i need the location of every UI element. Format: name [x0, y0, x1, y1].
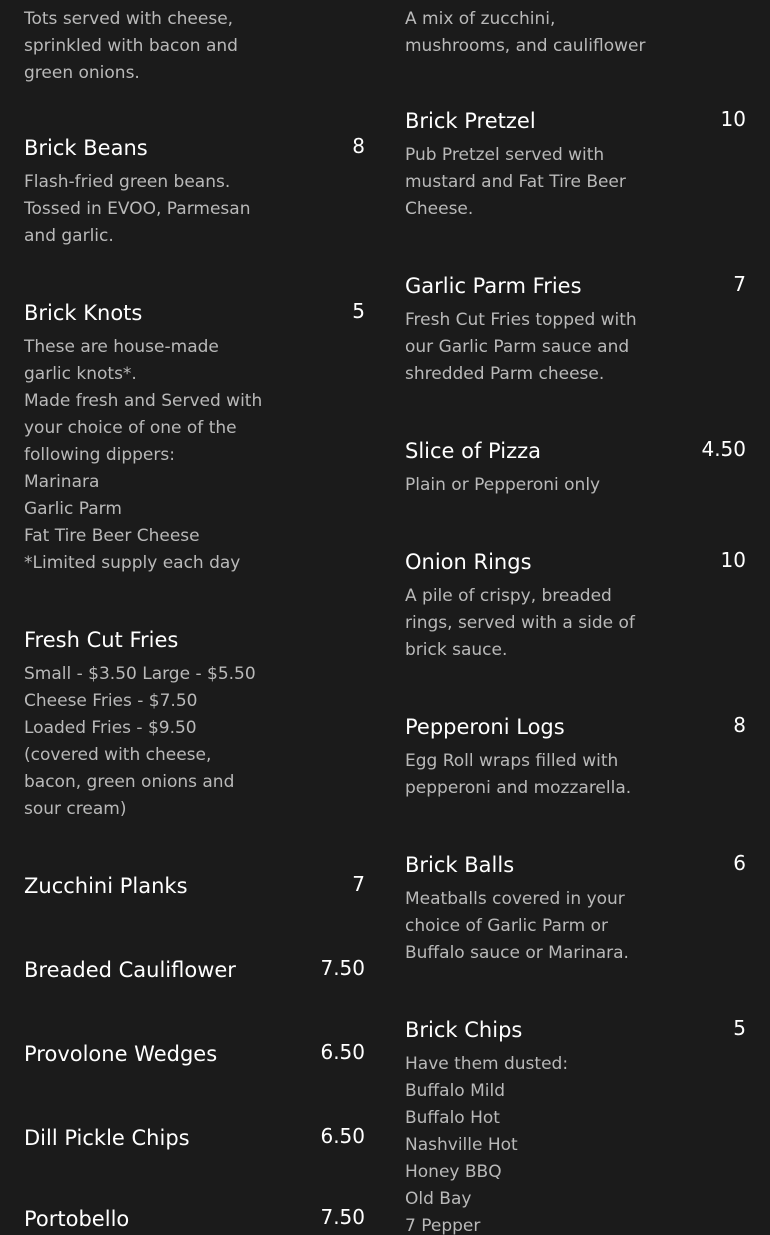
menu-item-price: 6.50: [320, 1040, 365, 1064]
menu-item-description: A mix of zucchini, mushrooms, and cauliflower: [405, 9, 646, 56]
menu-item-price: 7.50: [320, 1205, 365, 1229]
menu-item-name: Breaded Cauliflower: [24, 958, 236, 982]
menu-item-brick-balls: [405, 850, 746, 967]
menu-item-name: Brick Balls: [405, 853, 515, 877]
menu-item-price: 5: [733, 1016, 746, 1040]
menu-item-name: Fresh Cut Fries: [24, 628, 179, 652]
menu-item-description: Small - $3.50 Large - $5.50 Cheese Fries - $7.50 Loaded Fries - $9.50 (covered with cheese, bacon, green onions and sour cream): [24, 664, 256, 819]
menu-item-name: Pepperoni Logs: [405, 715, 565, 739]
menu-item-pepperoni-logs: [405, 712, 746, 802]
menu-item-name: Brick Knots: [24, 301, 143, 325]
menu-item-price: 8: [352, 134, 365, 158]
menu-item-garlic-parm-fries: [405, 271, 746, 388]
menu-item-description: Egg Roll wraps filled with pepperoni and mozzarella.: [405, 751, 632, 798]
menu-item-breaded-cauliflower: [24, 955, 365, 985]
menu-item-price: 4.50: [701, 437, 746, 461]
menu-item-description: Flash-fried green beans. Tossed in EVOO, Parmesan and garlic.: [24, 172, 251, 246]
menu-item-description: Pub Pretzel served with mustard and Fat Tire Beer Cheese.: [405, 145, 626, 219]
menu-item-name: Brick Beans: [24, 136, 148, 160]
menu-item-description: A pile of crispy, breaded rings, served with a side of brick sauce.: [405, 586, 635, 660]
menu-item-price: 8: [733, 713, 746, 737]
menu-item-provolone-wedges: [24, 1039, 365, 1069]
menu-item-onion-rings: [405, 547, 746, 664]
menu-item-dill-pickle-chips: [24, 1123, 365, 1153]
menu-item-name: Zucchini Planks: [24, 874, 188, 898]
menu-item-name: Portobello: [24, 1207, 130, 1231]
menu-item-brick-knots: [24, 298, 365, 577]
menu-item-description: Tots served with cheese, sprinkled with bacon and green onions.: [24, 9, 238, 83]
menu-item-price: 10: [720, 107, 746, 131]
menu-item-name: Garlic Parm Fries: [405, 274, 582, 298]
menu-item-description: These are house-made garlic knots*. Made fresh and Served with your choice of one of the following dippers: Marinara Garlic Parm Fat Tire Beer Cheese *Limited supply each day: [24, 337, 263, 573]
menu-item-brick-beans: [24, 133, 365, 250]
menu-item-name: Slice of Pizza: [405, 439, 542, 463]
menu-item-description: Fresh Cut Fries topped with our Garlic Parm sauce and shredded Parm cheese.: [405, 310, 637, 384]
menu-item-price: 6: [733, 851, 746, 875]
menu-item-name: Brick Chips: [405, 1018, 523, 1042]
menu-item-name: Brick Pretzel: [405, 109, 536, 133]
menu-item-brick-chips: [405, 1015, 746, 1235]
menu-item-fresh-cut-fries: [24, 625, 365, 823]
menu-item-slice-of-pizza: [405, 436, 746, 499]
menu-item-veggie-mix: [405, 6, 746, 60]
menu-item-zucchini-planks: [24, 871, 365, 901]
menu-item-name: Onion Rings: [405, 550, 532, 574]
menu-item-name: Dill Pickle Chips: [24, 1126, 190, 1150]
menu-item-tots: [24, 6, 365, 87]
menu-item-description: Meatballs covered in your choice of Garlic Parm or Buffalo sauce or Marinara.: [405, 889, 629, 963]
menu-item-brick-pretzel: [405, 106, 746, 223]
menu-item-price: 7: [733, 272, 746, 296]
menu-item-price: 7: [352, 872, 365, 896]
menu-item-price: 10: [720, 548, 746, 572]
menu-item-name: Provolone Wedges: [24, 1042, 218, 1066]
menu-item-description: Plain or Pepperoni only: [405, 475, 601, 495]
menu-item-price: 7.50: [320, 956, 365, 980]
menu-item-description: Have them dusted: Buffalo Mild Buffalo Hot Nashville Hot Honey BBQ Old Bay 7 Pepper: [405, 1054, 569, 1235]
menu-item-price: 6.50: [320, 1124, 365, 1148]
menu-item-price: 5: [352, 299, 365, 323]
menu-item-portobello: [24, 1204, 365, 1234]
